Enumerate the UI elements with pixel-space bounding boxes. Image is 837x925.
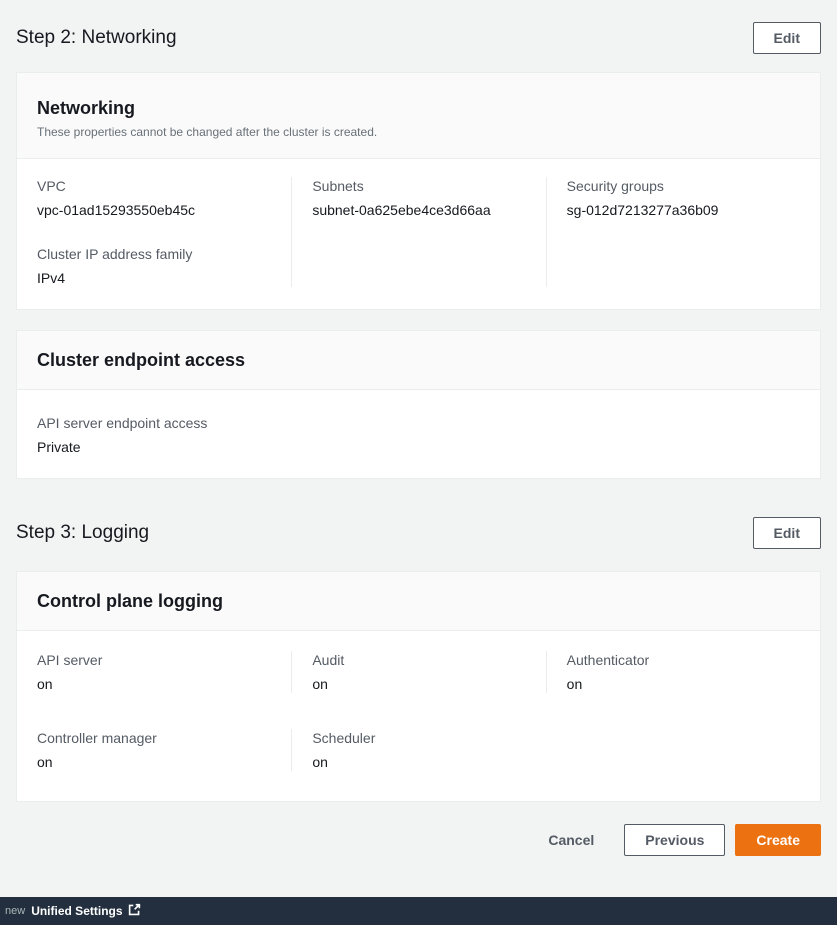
controller-manager-label: Controller manager xyxy=(37,730,157,746)
cluster-endpoint-card-title: Cluster endpoint access xyxy=(37,350,246,370)
networking-card-title: Networking xyxy=(37,98,136,118)
vpc-field xyxy=(37,177,275,219)
authenticator-label: Authenticator xyxy=(566,652,650,668)
main-content xyxy=(0,20,837,856)
authenticator-field xyxy=(567,651,784,693)
step3-heading: Step 3: Logging xyxy=(16,522,150,543)
networking-column-1 xyxy=(37,177,291,287)
create-button[interactable]: Create xyxy=(735,824,821,856)
api-server-field xyxy=(37,651,275,693)
ip-family-value: IPv4 xyxy=(37,270,66,286)
logging-row1-column-1 xyxy=(37,651,291,693)
api-server-value: on xyxy=(37,676,53,692)
logging-card-header xyxy=(17,572,820,631)
form-actions xyxy=(16,824,821,856)
audit-label: Audit xyxy=(312,652,345,668)
logging-card xyxy=(16,571,821,802)
console-footer xyxy=(0,897,837,925)
networking-card xyxy=(16,72,821,310)
cluster-endpoint-card-header xyxy=(17,331,820,390)
networking-card-description: These properties cannot be changed after the cluster is created. xyxy=(37,125,378,139)
logging-row1-column-3 xyxy=(546,651,800,693)
previous-button[interactable]: Previous xyxy=(624,824,725,856)
endpoint-access-value: Private xyxy=(37,439,81,455)
external-link-icon xyxy=(128,903,141,919)
api-server-label: API server xyxy=(37,652,103,668)
authenticator-value: on xyxy=(566,676,583,692)
step2-edit-button[interactable]: Edit xyxy=(753,22,821,54)
logging-row2-column-2 xyxy=(291,729,545,771)
security-groups-value: sg-012d7213277a36b09 xyxy=(566,202,719,218)
logging-card-body xyxy=(17,631,820,801)
unified-settings-label: Unified Settings xyxy=(31,904,123,918)
audit-value: on xyxy=(312,676,328,692)
step2-heading: Step 2: Networking xyxy=(16,27,177,48)
controller-manager-value: on xyxy=(37,754,53,770)
cancel-button[interactable]: Cancel xyxy=(548,827,594,853)
step3-edit-button[interactable]: Edit xyxy=(753,517,821,549)
networking-column-2 xyxy=(291,177,545,287)
vpc-value: vpc-01ad15293550eb45c xyxy=(37,202,196,218)
scheduler-value: on xyxy=(312,754,328,770)
subnets-field xyxy=(312,177,529,219)
endpoint-access-field xyxy=(37,414,800,456)
networking-column-3 xyxy=(546,177,800,287)
step2-heading-row xyxy=(16,20,821,56)
scheduler-field xyxy=(312,729,529,771)
subnets-value: subnet-0a625ebe4ce3d66aa xyxy=(312,202,491,218)
logging-row2-column-3 xyxy=(546,729,800,771)
unified-settings-link[interactable] xyxy=(31,903,140,919)
audit-field xyxy=(312,651,529,693)
logging-row1-column-2 xyxy=(291,651,545,693)
endpoint-access-label: API server endpoint access xyxy=(37,415,208,431)
subnets-label: Subnets xyxy=(312,178,364,194)
networking-card-body xyxy=(17,159,820,309)
cluster-endpoint-card-body xyxy=(17,390,820,478)
cluster-endpoint-card xyxy=(16,330,821,479)
security-groups-label: Security groups xyxy=(566,178,664,194)
ip-family-field xyxy=(37,245,275,287)
security-groups-field xyxy=(567,177,784,219)
logging-row2-column-1 xyxy=(37,729,291,771)
step3-heading-row xyxy=(16,515,821,551)
controller-manager-field xyxy=(37,729,275,771)
ip-family-label: Cluster IP address family xyxy=(37,246,193,262)
logging-card-title: Control plane logging xyxy=(37,591,223,611)
scheduler-label: Scheduler xyxy=(312,730,376,746)
vpc-label: VPC xyxy=(37,178,66,194)
new-badge: new xyxy=(5,905,26,917)
networking-card-header xyxy=(17,73,820,159)
